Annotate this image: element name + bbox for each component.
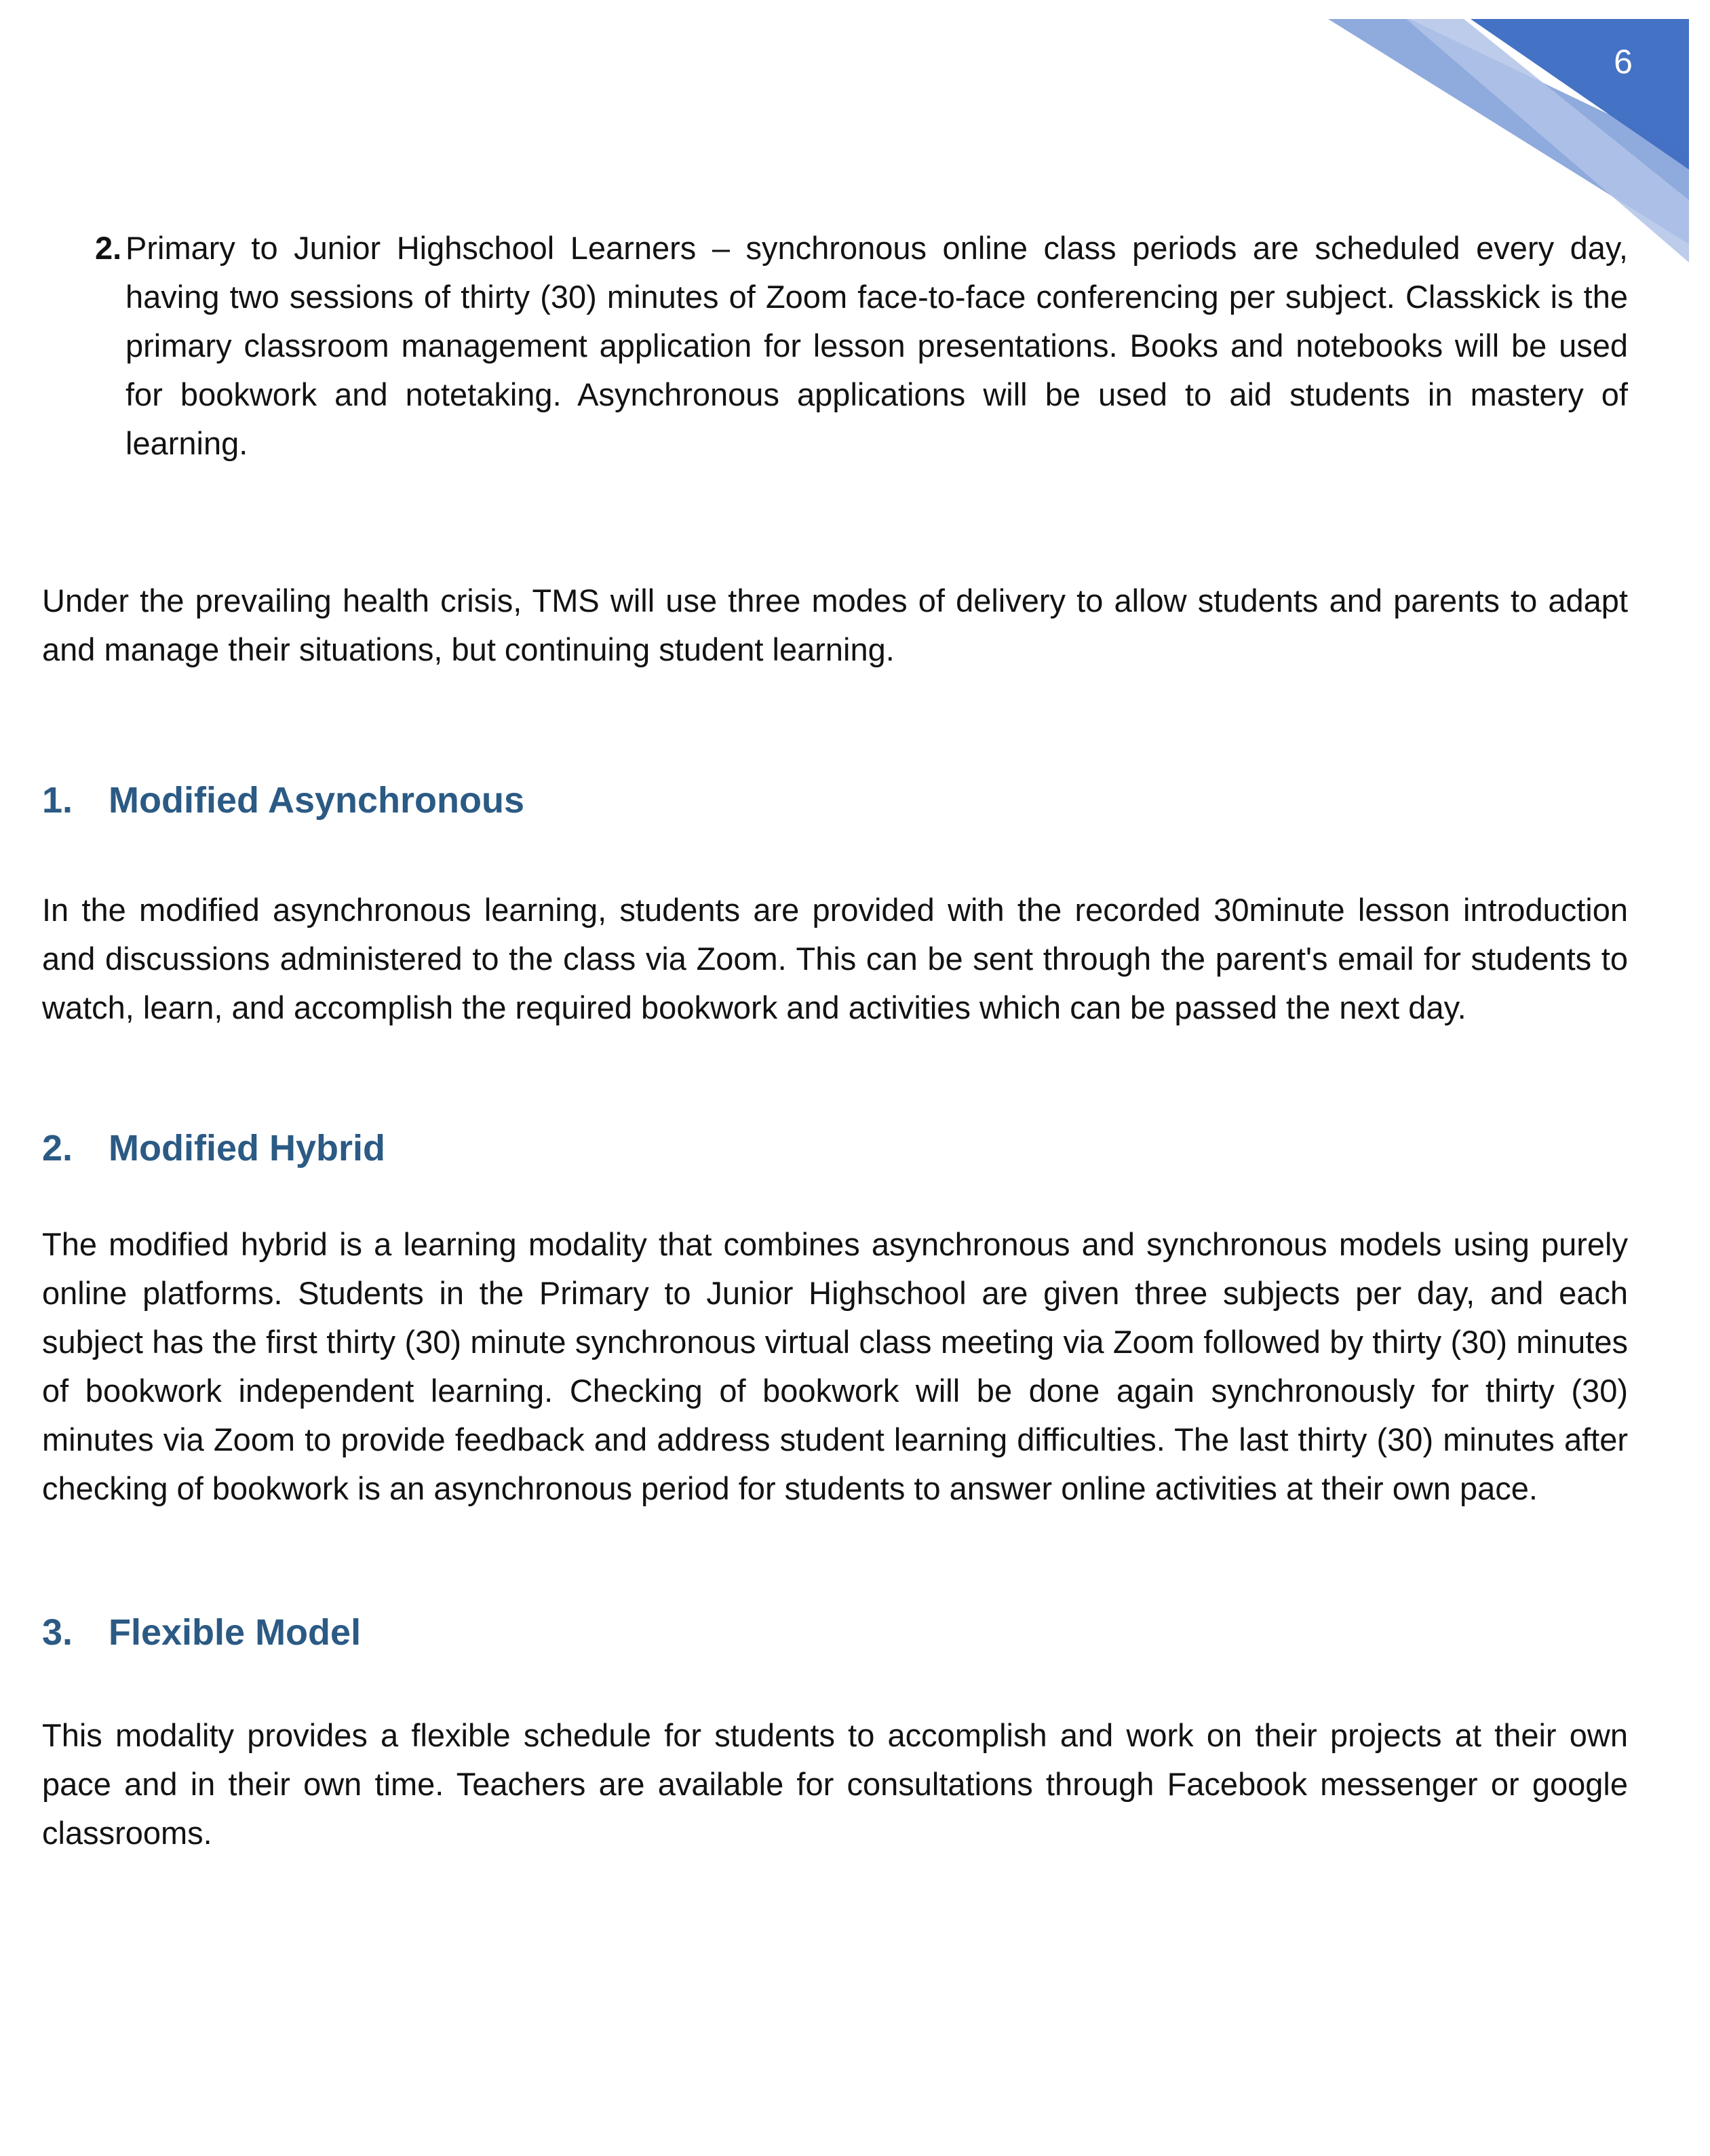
numbered-list-item	[42, 224, 1628, 468]
section-heading-number: 3.	[42, 1612, 73, 1653]
section-heading	[42, 1608, 1628, 1657]
intro-paragraph: Under the prevailing health crisis, TMS will use three modes of delivery to allow students and parents to adapt and manage their situations, but continuing student learning.	[42, 583, 1628, 667]
section-heading-title: Modified Asynchronous	[109, 780, 525, 821]
section-heading-title: Flexible Model	[109, 1612, 362, 1653]
section-heading	[42, 776, 1628, 825]
list-item-text: Primary to Junior Highschool Learners – synchronous online class periods are scheduled every day, having two sessions of thirty (30) minutes of Zoom face-to-face conferencing per subject. Classkick is the primary classroom management application for lesson presentations. Books and notebooks will be used for bookwork and notetaking. Asynchronous applications will be used to aid students in mastery of learning.	[125, 230, 1628, 461]
section-body: This modality provides a flexible schedule for students to accomplish and work on their projects at their own pace and in their own time. Teachers are available for consultations through Facebook messenger or google classrooms.	[42, 1717, 1628, 1851]
section-heading-number: 1.	[42, 780, 73, 821]
section-heading-number: 2.	[42, 1128, 73, 1169]
section-modified-hybrid	[42, 1124, 1628, 1513]
list-item-marker: 2.	[95, 230, 122, 266]
section-heading-title: Modified Hybrid	[109, 1128, 385, 1169]
document-content	[42, 0, 1628, 1858]
section-modified-asynchronous	[42, 776, 1628, 1032]
section-flexible-model	[42, 1608, 1628, 1858]
section-body: The modified hybrid is a learning modality that combines asynchronous and synchronous models using purely online platforms. Students in the Primary to Junior Highschool are given three subjects per day, and each subject has the first thirty (30) minute synchronous virtual class meeting via Zoom followed by thirty (30) minutes of bookwork independent learning. Checking of bookwork will be done again synchronously for thirty (30) minutes via Zoom to provide feedback and address student learning difficulties. The last thirty (30) minutes after checking of bookwork is an asynchronous period for students to answer online activities at their own pace.	[42, 1226, 1628, 1506]
section-body: In the modified asynchronous learning, students are provided with the recorded 30minute lesson introduction and discussions administered to the class via Zoom. This can be sent through the parent's email for students to watch, learn, and accomplish the required bookwork and activities which can be passed the next day.	[42, 892, 1628, 1025]
section-heading	[42, 1124, 1628, 1173]
page-number: 6	[1614, 43, 1633, 81]
